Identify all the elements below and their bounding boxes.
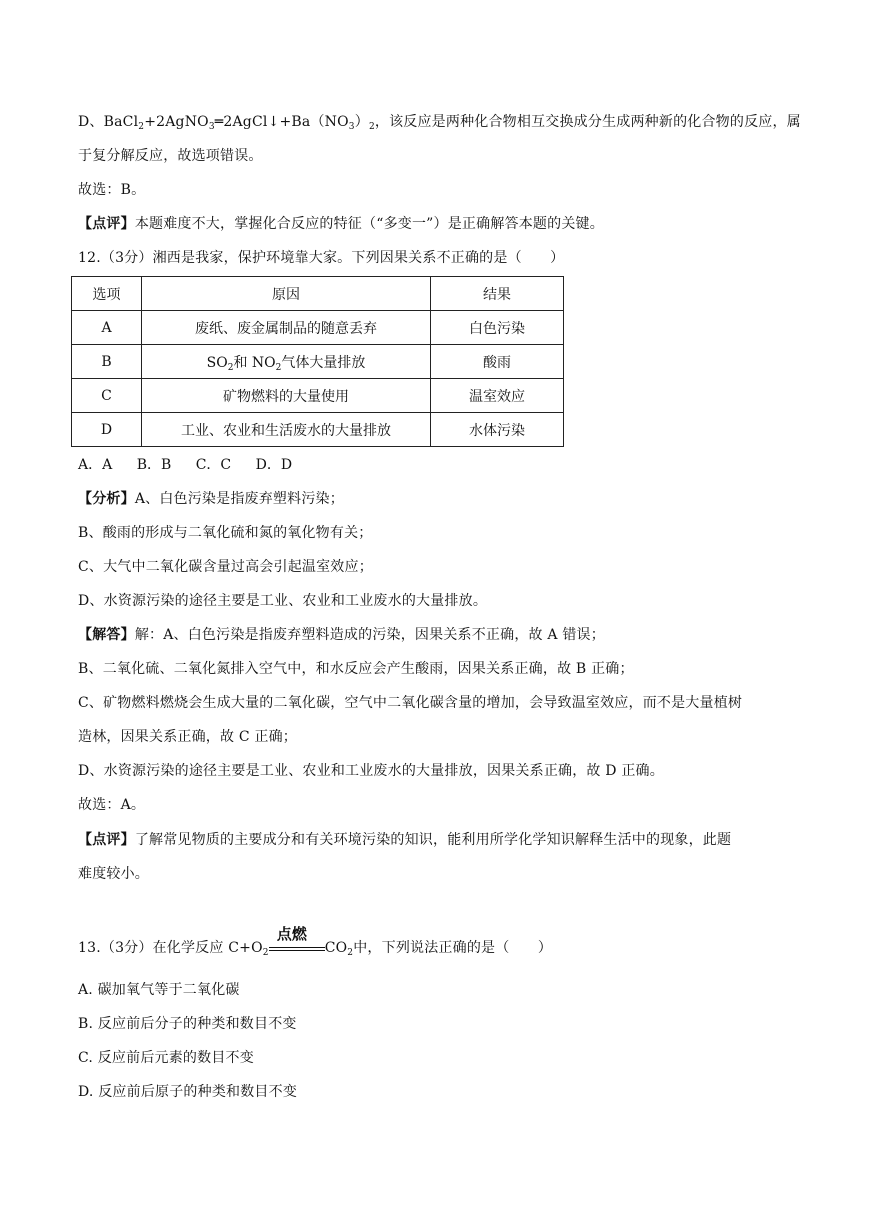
prev-answer-d-line1: D、$BaCl_2+2AgNO_3═2AgCl↓+Ba(NO_3)_2$，该反应是两种化合物相互交换成分生成两种新的化合物的反应，属 <box>78 114 801 132</box>
table-cell-cause: 废纸、废金属制品的随意丢弃 <box>142 311 431 345</box>
q12-analysis-b: B、酸雨的形成与二氧化硫和氮的氧化物有关； <box>78 525 373 541</box>
table-cell-option: A <box>72 311 142 345</box>
q12-analysis-c: C、大气中二氧化碳含量过高会引起温室效应； <box>78 559 373 575</box>
q13-option-c: C. 反应前后元素的数目不变 <box>78 1050 254 1066</box>
table-cell-cause: $SO_2$和 $NO_2$气体大量排放 <box>142 345 431 379</box>
comment-tag: 【点评】 <box>78 216 135 232</box>
table-header-cell: 结果 <box>431 277 564 311</box>
comment-tag: 【点评】 <box>78 832 135 848</box>
table-cell-option: D <box>72 413 142 447</box>
table-row <box>72 379 564 413</box>
table-cell-option: C <box>72 379 142 413</box>
q12-comment-2: 难度较小。 <box>78 866 149 882</box>
q13-option-a: A. 碳加氧气等于二氧化碳 <box>78 982 240 998</box>
q12-solution-c1: C、矿物燃料燃烧会生成大量的二氧化碳，空气中二氧化碳含量的增加，会导致温室效应，而不是大量植树 <box>78 695 743 711</box>
q13-option-d: D. 反应前后原子的种类和数目不变 <box>78 1084 298 1100</box>
reaction-condition-arrow <box>269 925 325 958</box>
table-cell-option: B <box>72 345 142 379</box>
equals-line-top <box>269 947 325 948</box>
option-d: D．D <box>255 457 293 473</box>
q12-options <box>78 455 312 475</box>
table-cell-result: 水体污染 <box>431 413 564 447</box>
q12-solution-a: 【解答】解：A、白色污染是指废弃塑料造成的污染，因果关系不正确，故 A 错误； <box>78 627 605 643</box>
q12-solution-d: D、水资源污染的途径主要是工业、农业和工业废水的大量排放，因果关系正确，故 D 正确。 <box>78 763 664 779</box>
table-header-cell: 选项 <box>72 277 142 311</box>
table-header-row <box>72 277 564 311</box>
solution-tag: 【解答】 <box>78 627 135 643</box>
table-cell-result: 白色污染 <box>431 311 564 345</box>
q12-table <box>71 276 564 447</box>
table-row <box>72 311 564 345</box>
reaction-condition-label: 点燃 <box>276 925 308 943</box>
q13-stem: 13.（3分）在化学反应 $C+O_2$ 点燃 $CO_2$中，下列说法正确的是（ ） <box>78 925 553 958</box>
option-c: C．C <box>195 457 232 473</box>
q12-comment-1: 【点评】了解常见物质的主要成分和有关环境污染的知识，能利用所学化学知识解释生活中的现象，此题 <box>78 832 732 848</box>
q12-solution-c2: 造林，因果关系正确，故 C 正确； <box>78 729 298 745</box>
equals-line-bottom <box>269 950 325 951</box>
prev-answer-choose: 故选：B。 <box>78 182 146 198</box>
option-b: B．B <box>136 457 172 473</box>
table-row <box>72 413 564 447</box>
q13-option-b: B. 反应前后分子的种类和数目不变 <box>78 1016 297 1032</box>
analysis-tag: 【分析】 <box>78 491 135 507</box>
table-cell-cause: 工业、农业和生活废水的大量排放 <box>142 413 431 447</box>
option-a: A．A <box>78 457 113 473</box>
prev-answer-d-line2: 于复分解反应，故选项错误。 <box>78 148 263 164</box>
q12-stem: 12.（3分）湘西是我家，保护环境靠大家。下列因果关系不正确的是（ ） <box>78 250 565 266</box>
q12-analysis-a: 【分析】A、白色污染是指废弃塑料污染； <box>78 491 344 507</box>
q12-choose: 故选：A。 <box>78 797 146 813</box>
table-cell-cause: 矿物燃料的大量使用 <box>142 379 431 413</box>
table-cell-result: 酸雨 <box>431 345 564 379</box>
q12-solution-b: B、二氧化硫、二氧化氮排入空气中，和水反应会产生酸雨，因果关系正确，故 B 正确； <box>78 661 634 677</box>
table-cell-result: 温室效应 <box>431 379 564 413</box>
q12-analysis-d: D、水资源污染的途径主要是工业、农业和工业废水的大量排放。 <box>78 593 488 609</box>
table-row <box>72 345 564 379</box>
table-header-cell: 原因 <box>142 277 431 311</box>
prev-answer-comment: 【点评】本题难度不大，掌握化合反应的特征（“多变一”）是正确解答本题的关键。 <box>78 216 604 232</box>
